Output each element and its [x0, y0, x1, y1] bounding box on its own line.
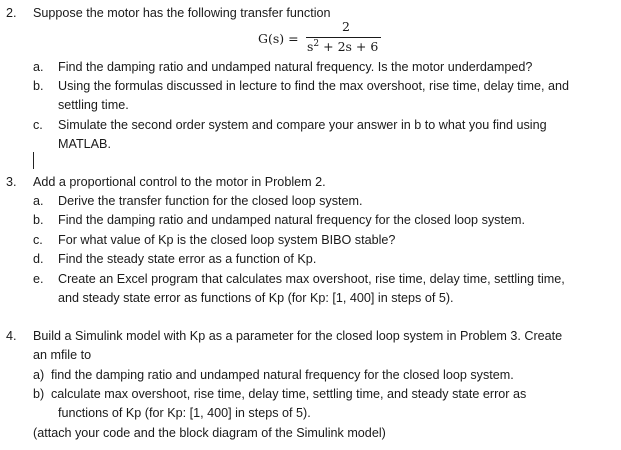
- p2-item-c-text-2: MATLAB.: [58, 137, 111, 151]
- p2-item-b-text-2: settling time.: [58, 98, 129, 112]
- p3-item-c-text: For what value of Kp is the closed loop system BIBO stable?: [58, 233, 396, 247]
- tf-den-rest: + 2s + 6: [319, 39, 379, 54]
- problem-4-note: (attach your code and the block diagram of the Simulink model): [33, 426, 386, 440]
- p4-item-b-text-1: calculate max overshoot, rise time, delay time, settling time, and steady state error as: [51, 387, 527, 401]
- p3-item-e-text-2: and steady state error as functions of Kp (for Kp: [1, 400] in steps of 5).: [58, 291, 454, 305]
- tf-numerator: 2: [342, 19, 350, 34]
- p2-item-c-text-1: Simulate the second order system and compare your answer in b to what you find using: [58, 118, 547, 132]
- tf-lhs: G(s) =: [258, 31, 299, 46]
- text-cursor[interactable]: [33, 152, 34, 169]
- p4-item-b-text-2: functions of Kp (for Kp: [1, 400] in steps of 5).: [58, 406, 311, 420]
- p4-item-b-label: b): [33, 387, 45, 401]
- tf-den-exponent: 2: [313, 39, 320, 49]
- problem-2-number: 2.: [6, 6, 17, 20]
- problem-4-number: 4.: [6, 329, 17, 343]
- p2-item-b-label: b.: [33, 79, 44, 93]
- fraction-bar: [306, 37, 381, 38]
- p3-item-b-label: b.: [33, 213, 44, 227]
- tf-den-s: s: [307, 39, 314, 54]
- p4-item-a-text: find the damping ratio and undamped natural frequency for the closed loop system.: [51, 368, 514, 382]
- problem-4-intro-1: Build a Simulink model with Kp as a parameter for the closed loop system in Problem 3. Create: [33, 329, 563, 343]
- p3-item-d-label: d.: [33, 252, 44, 266]
- tf-denominator: [307, 40, 378, 54]
- problem-2-intro: Suppose the motor has the following transfer function: [33, 6, 331, 20]
- p3-item-b-text: Find the damping ratio and undamped natural frequency for the closed loop system.: [58, 213, 525, 227]
- problem-3-intro: Add a proportional control to the motor in Problem 2.: [33, 175, 326, 189]
- p3-item-e-text-1: Create an Excel program that calculates max overshoot, rise time, delay time, settling time,: [58, 272, 565, 286]
- p2-item-b-text-1: Using the formulas discussed in lecture to find the max overshoot, rise time, delay time, and: [58, 79, 569, 93]
- p3-item-a-label: a.: [33, 194, 44, 208]
- p3-item-c-label: c.: [33, 233, 43, 247]
- p3-item-d-text: Find the steady state error as a function of Kp.: [58, 252, 317, 266]
- p2-item-a-label: a.: [33, 60, 44, 74]
- p2-item-c-label: c.: [33, 118, 43, 132]
- p3-item-a-text: Derive the transfer function for the closed loop system.: [58, 194, 363, 208]
- p3-item-e-label: e.: [33, 272, 44, 286]
- problem-4-intro-2: an mfile to: [33, 348, 92, 362]
- problem-3-number: 3.: [6, 175, 17, 189]
- p4-item-a-label: a): [33, 368, 45, 382]
- p2-item-a-text: Find the damping ratio and undamped natural frequency. Is the motor underdamped?: [58, 60, 533, 74]
